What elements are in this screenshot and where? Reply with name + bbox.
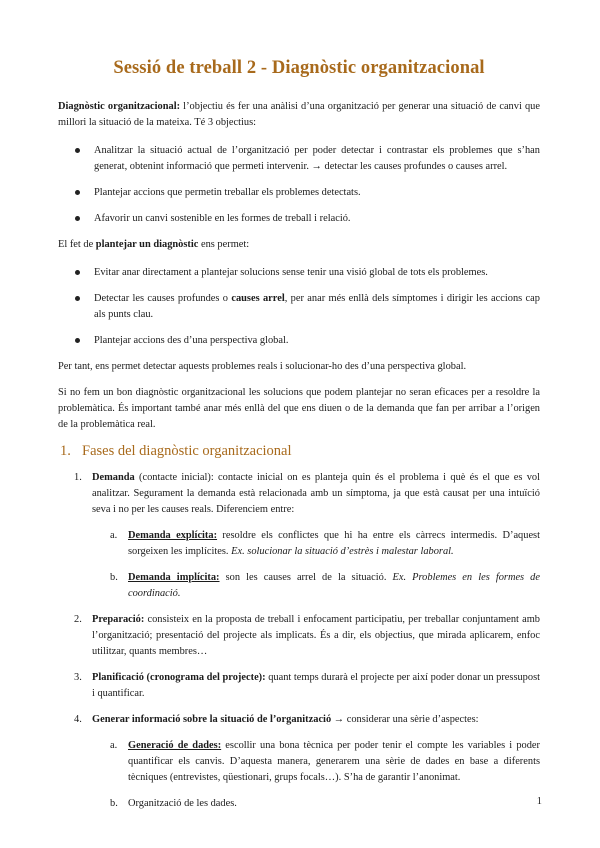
bullet-icon bbox=[75, 216, 80, 221]
phase-number: 3. bbox=[74, 672, 82, 683]
benefit-bold: causes arrel bbox=[231, 293, 285, 304]
list-item bbox=[58, 143, 540, 175]
intro-paragraph bbox=[58, 99, 540, 131]
sub-description: escollir una bona tècnica per poder tenir el compte les variables i poder quantificar els canvis. D’aquesta manera, generarem una sèrie de dades en base a diferents tècniques (entrevistes, qüestionari, grups focals…). S’ha de garantir l’anonimat. bbox=[128, 740, 540, 783]
bullet-icon bbox=[75, 270, 80, 275]
benefit-text bbox=[94, 333, 540, 349]
bullet-icon bbox=[75, 338, 80, 343]
plan-bold: plantejar un diagnòstic bbox=[95, 239, 199, 250]
generar-sublist bbox=[92, 738, 540, 812]
list-item bbox=[92, 738, 540, 786]
objectives-list bbox=[58, 143, 540, 227]
phase-description: → considerar una sèrie d’aspectes: bbox=[331, 714, 479, 725]
section-title: Fases del diagnòstic organitzacional bbox=[82, 443, 292, 459]
list-item bbox=[58, 211, 540, 227]
phase-term: Preparació: bbox=[92, 614, 145, 625]
objective-text: Plantejar accions que permetin treballar els problemes detectats. bbox=[94, 187, 361, 198]
list-item bbox=[92, 796, 540, 812]
phase-item-demanda bbox=[58, 470, 540, 602]
page-title: Sessió de treball 2 - Diagnòstic organitzacional bbox=[113, 58, 485, 78]
phase-text bbox=[92, 612, 540, 660]
list-item bbox=[58, 333, 540, 349]
phase-description: (contacte inicial): contacte inicial on es planteja quin és el problema i què és el que es vol analitzar. Segurament la demanda està relacionada amb un símptoma, ja que està causat per una intuïció seva i no per les causes reals. Diferenciem entre: bbox=[92, 472, 540, 515]
plan-post: ens permet: bbox=[198, 239, 250, 250]
benefit-post: , per anar més enllà dels símptomes i dirigir les accions cap als punts clau. bbox=[94, 293, 540, 320]
list-item bbox=[58, 265, 540, 281]
phase-description: consisteix en la proposta de treball i enfocament participatiu, per treballar conjuntament amb l’organització; presentació del projecte als implicats. És a dir, els objectius, que mirada aplicarem, enfoc utilitzar, quants membres… bbox=[92, 614, 540, 657]
phases-list bbox=[58, 470, 540, 812]
sub-description: son les causes arrel de la situació. bbox=[219, 572, 393, 583]
section-heading bbox=[58, 443, 540, 460]
objective-text: Analitzar la situació actual de l’organització per poder detectar i contrastar els problemes que s’han generat, obtenint informació que permeti intervenir. → detectar les causes profundes o causes arrel. bbox=[94, 145, 540, 172]
phase-number: 1. bbox=[74, 472, 82, 483]
section-number: 1. bbox=[60, 443, 71, 459]
intro-text: l’objectiu és fer una anàlisi d’una organització per generar una situació de canvi que millori la situació de la mateixa. Té 3 objectius: bbox=[58, 101, 540, 128]
bullet-icon bbox=[75, 190, 80, 195]
phase-number: 4. bbox=[74, 714, 82, 725]
sub-number: b. bbox=[110, 572, 118, 583]
sub-example: Ex. Problemes en les formes de coordinació. bbox=[128, 572, 540, 599]
bullet-icon bbox=[75, 148, 80, 153]
objective-text: Afavorir un canvi sostenible en les formes de treball i relació. bbox=[94, 213, 351, 224]
phase-item-preparacio bbox=[58, 612, 540, 660]
sub-text bbox=[128, 796, 540, 812]
document-page bbox=[58, 58, 540, 822]
sub-term: Generació de dades: bbox=[128, 740, 222, 751]
benefit-pre: Detectar les causes profundes o bbox=[94, 293, 232, 304]
sub-description: resoldre els conflictes que hi ha entre els càrrecs intermedis. D’aquest sorgeixen les implícites. bbox=[128, 530, 540, 557]
benefit-text bbox=[94, 265, 540, 281]
plan-paragraph bbox=[58, 237, 540, 253]
phase-term: Planificació (cronograma del projecte): bbox=[92, 672, 266, 683]
phase-number: 2. bbox=[74, 614, 82, 625]
demanda-sublist bbox=[92, 528, 540, 602]
bullet-icon bbox=[75, 296, 80, 301]
benefit-pre: Evitar anar directament a plantejar solucions sense tenir una visió global de tots els problemes. bbox=[94, 267, 488, 278]
phase-description: quant temps durarà el projecte per així poder donar un pressupost i quantificar. bbox=[92, 672, 541, 699]
benefit-text bbox=[94, 291, 540, 323]
phase-text bbox=[92, 712, 540, 728]
phase-term: Generar informació sobre la situació de l’organització bbox=[92, 714, 332, 725]
sub-text bbox=[128, 570, 540, 602]
sub-number: b. bbox=[110, 798, 118, 809]
sub-description: Organització de les dades. bbox=[128, 798, 237, 809]
phase-text bbox=[92, 670, 540, 702]
sub-term: Demanda explícita: bbox=[128, 530, 218, 541]
sub-text bbox=[128, 738, 540, 786]
sub-number: a. bbox=[110, 530, 118, 541]
plan-pre: El fet de bbox=[58, 239, 96, 250]
diagnosis-paragraph: Si no fem un bon diagnòstic organitzacional les solucions que podem plantejar no seran eficaces per a resoldre la problemàtica. És important també anar més enllà del que ens diuen o de la demanda que fan per arribar a l’origen de la problemàtica real. bbox=[58, 387, 540, 430]
conclusion-paragraph: Per tant, ens permet detectar aquests problemes reals i solucionar-ho des d’una perspectiva global. bbox=[58, 361, 467, 372]
list-item bbox=[58, 185, 540, 201]
page-number: 1 bbox=[536, 796, 542, 807]
sub-example: Ex. solucionar la situació d’estrès i malestar laboral. bbox=[231, 546, 454, 557]
sub-term: Demanda implícita: bbox=[128, 572, 220, 583]
phase-term: Demanda bbox=[92, 472, 135, 483]
phase-item-planificacio bbox=[58, 670, 540, 702]
intro-term: Diagnòstic organitzacional: bbox=[58, 101, 181, 112]
benefit-pre: Plantejar accions des d’una perspectiva global. bbox=[94, 335, 289, 346]
sub-number: a. bbox=[110, 740, 118, 751]
phase-text bbox=[92, 470, 540, 518]
phase-item-generar bbox=[58, 712, 540, 812]
list-item bbox=[58, 291, 540, 323]
benefits-list bbox=[58, 265, 540, 349]
list-item bbox=[92, 570, 540, 602]
list-item bbox=[92, 528, 540, 560]
sub-text bbox=[128, 528, 540, 560]
